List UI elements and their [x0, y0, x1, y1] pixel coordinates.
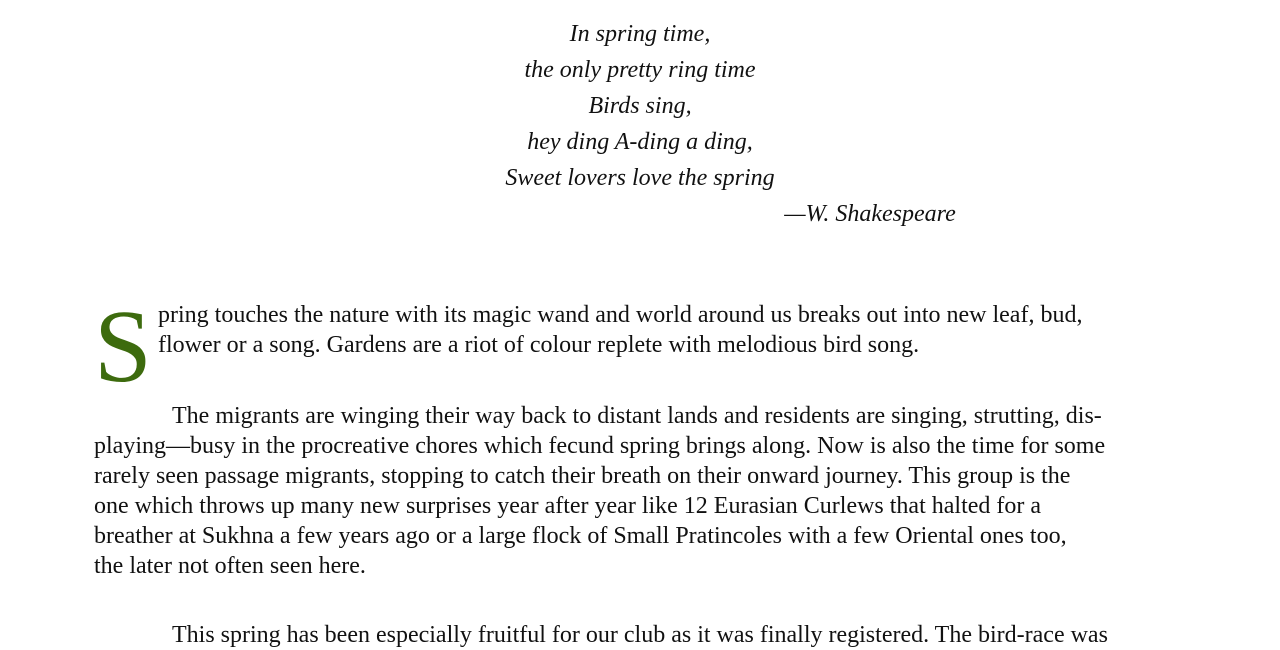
paragraph-1: [94, 289, 1189, 404]
paragraph-line: rarely seen passage migrants, stopping to catch their breath on their onward journey. This group is the: [94, 463, 1071, 489]
poem-line: the only pretty ring time: [524, 57, 756, 83]
drop-cap: S: [94, 289, 152, 404]
poem-line: Birds sing,: [588, 93, 692, 119]
paragraph-line: one which throws up many new surprises year after year like 12 Eurasian Curlews that halted for a: [94, 493, 1042, 519]
paragraph-line: breather at Sukhna a few years ago or a large flock of Small Pratincoles with a few Oriental ones too,: [94, 523, 1067, 549]
poem-line: Sweet lovers love the spring: [505, 165, 775, 191]
paragraph-line: The migrants are winging their way back to distant lands and residents are singing, strutting, dis-: [172, 403, 1102, 429]
poem-line: hey ding A-ding a ding,: [527, 129, 753, 155]
poem-attribution: —W. Shakespeare: [784, 201, 956, 227]
epigraph-poem: [0, 16, 1280, 232]
paragraph-line: the later not often seen here.: [94, 553, 366, 579]
paragraph-3: [94, 620, 1189, 650]
paragraph-line: flower or a song. Gardens are a riot of colour replete with melodious bird song.: [158, 332, 920, 358]
poem-line: In spring time,: [569, 21, 711, 47]
paragraph-line: This spring has been especially fruitful for our club as it was finally registered. The bird-race was: [172, 622, 1108, 648]
paragraph-line: pring touches the nature with its magic wand and world around us breaks out into new leaf, bud,: [158, 302, 1083, 328]
paragraph-line: playing—busy in the procreative chores which fecund spring brings along. Now is also the time for some: [94, 433, 1106, 459]
paragraph-2: [94, 401, 1189, 581]
